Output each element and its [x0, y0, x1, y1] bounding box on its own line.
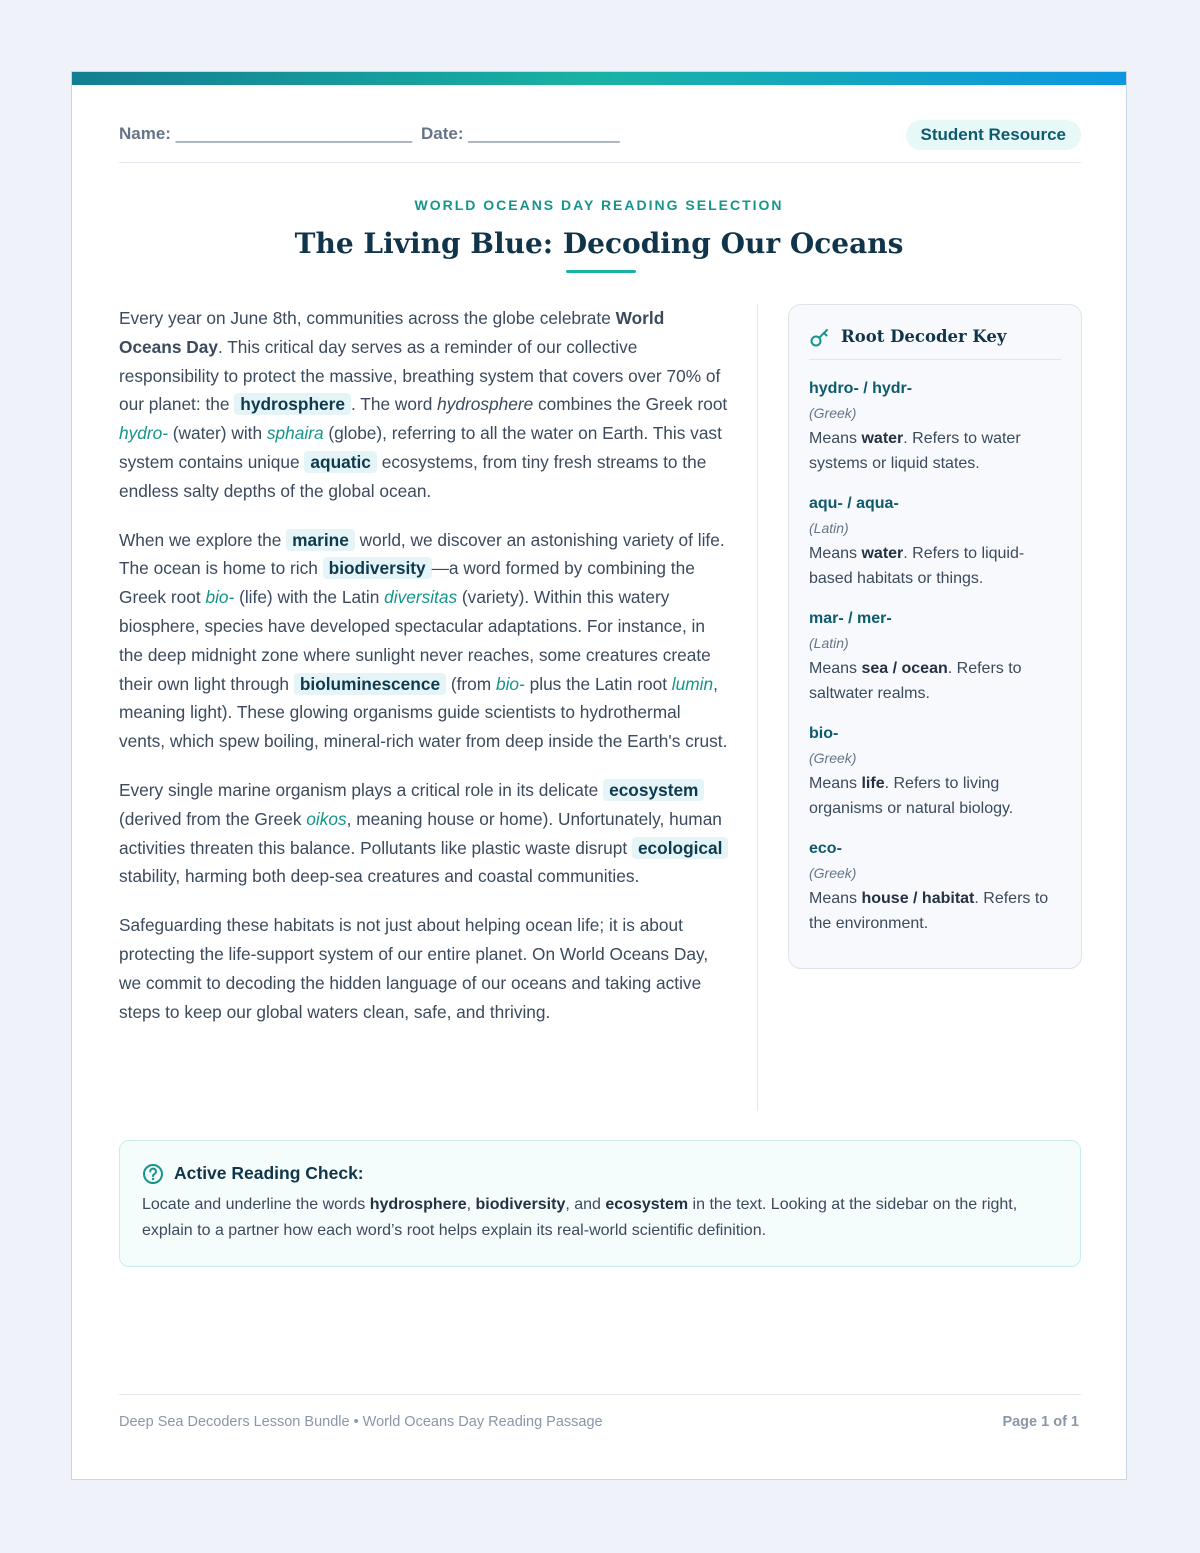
sidebar-header — [809, 325, 1061, 360]
text: Means — [809, 430, 862, 447]
text: Every single marine organism plays a critical role in its delicate — [119, 779, 604, 800]
passage-paragraph-2 — [119, 526, 729, 756]
text: plus the Latin root — [524, 673, 672, 694]
bold-text: World Oceans Day — [119, 308, 665, 357]
text: (variety). Within this watery biosphere, species have developed spectacular adaptations. For instance, in the deep midnight zone where sunlight never reaches, some creatures create their own light through — [119, 587, 711, 694]
root-decoder-sidebar — [788, 304, 1082, 969]
date-field — [421, 124, 620, 144]
text: , meaning light). These glowing organisms guide scientists to hydrothermal vents, which spew boiling, mineral-rich water from deep inside the Earth's crust. — [119, 673, 728, 752]
root-entry — [809, 723, 1061, 821]
root-entry — [809, 493, 1061, 591]
root-word: bio- — [205, 587, 235, 608]
vocab-term: marine — [286, 529, 355, 551]
root-word: hydro- — [119, 423, 168, 444]
vocab-term: bioluminescence — [294, 673, 446, 695]
text: (derived from the Greek — [119, 808, 307, 829]
root-origin: (Greek) — [809, 750, 857, 766]
page-title: The Living Blue: Decoding Our Oceans — [294, 227, 904, 260]
keyword: hydrosphere — [369, 1196, 467, 1213]
text: —a word formed by combining the Greek root — [119, 558, 695, 608]
name-blank: _________________________ — [175, 124, 413, 143]
text: Means — [809, 660, 862, 677]
passage-paragraph-4: Safeguarding these habitats is not just about helping ocean life; it is about protecting the life-support system of our entire planet. On World Oceans Day, we commit to decoding the hidden language of our oceans and taking active steps to keep our global waters clean, safe, and thriving. — [119, 915, 709, 1022]
text: , — [466, 1196, 476, 1213]
root-entry — [809, 608, 1061, 706]
text: , and — [565, 1196, 606, 1213]
vocab-term: ecosystem — [603, 779, 704, 801]
root-word: lumin — [671, 673, 714, 694]
student-resource-badge: Student Resource — [906, 120, 1081, 150]
text: When we explore the — [119, 529, 287, 550]
active-reading-check — [119, 1140, 1081, 1267]
root-meaning: water — [861, 545, 904, 562]
root-meaning: water — [861, 430, 904, 447]
root-form: mar- / mer- — [809, 610, 892, 627]
worksheet-page — [71, 71, 1127, 1480]
vocab-term: hydrosphere — [234, 393, 351, 415]
text: ecosystems, from tiny fresh streams to the endless salty depths of the global ocean. — [119, 451, 707, 501]
root-definition — [809, 426, 1061, 476]
top-accent-bar — [72, 72, 1126, 85]
root-form: bio- — [809, 725, 839, 742]
root-origin: (Greek) — [809, 405, 857, 421]
text: (water) with — [167, 423, 267, 444]
vocab-term: aquatic — [304, 451, 377, 473]
text: . This critical day serves as a reminder of our collective responsibility to protect the massive, breathing system that covers over 70% of our planet: the — [119, 336, 721, 415]
root-meaning: sea / ocean — [861, 660, 948, 677]
page-number: Page 1 of 1 — [1002, 1414, 1079, 1430]
root-definition — [809, 656, 1061, 706]
root-meaning: life — [861, 775, 885, 792]
text: stability, harming both deep-sea creatures and coastal communities. — [119, 866, 640, 887]
vocab-term: biodiversity — [323, 557, 432, 579]
root-word: diversitas — [384, 587, 458, 608]
root-word: sphaira — [266, 423, 324, 444]
text: Means — [809, 545, 862, 562]
root-definition — [809, 541, 1061, 591]
text: (life) with the Latin — [234, 587, 385, 608]
root-meaning: house / habitat — [861, 890, 975, 907]
text: Every year on June 8th, communities across the globe celebrate — [119, 308, 616, 328]
reading-passage — [119, 304, 729, 1046]
footer-rule — [119, 1394, 1081, 1395]
text: , meaning house or home). Unfortunately, human activities threaten this balance. Pollutants like plastic waste disrupt — [119, 808, 722, 858]
root-form: hydro- / hydr- — [809, 380, 913, 397]
root-form: eco- — [809, 840, 842, 857]
root-word: oikos — [306, 808, 347, 829]
text: . Refers to liquid-based habitats or things. — [809, 545, 1025, 587]
footer-bundle-text: Deep Sea Decoders Lesson Bundle • World Oceans Day Reading Passage — [119, 1414, 603, 1430]
question-circle-icon — [142, 1163, 164, 1190]
sidebar-title: Root Decoder Key — [841, 327, 1007, 346]
date-blank: ________________ — [468, 124, 620, 143]
text: Means — [809, 775, 862, 792]
root-definition — [809, 771, 1061, 821]
text: Means — [809, 890, 862, 907]
keyword: biodiversity — [475, 1196, 566, 1213]
text: in the text. Looking at the sidebar on the right, explain to a partner how each word’s root helps explain its real-world scientific definition. — [142, 1196, 1018, 1239]
passage-paragraph-1 — [119, 304, 729, 506]
text: . Refers to living organisms or natural biology. — [809, 775, 1014, 817]
italic-word: hydrosphere — [437, 394, 534, 415]
root-definition — [809, 886, 1061, 936]
root-word: bio- — [495, 673, 525, 694]
vocab-term: ecological — [632, 837, 729, 859]
worksheet-header — [119, 120, 1081, 163]
root-entry — [809, 378, 1061, 476]
text: (from — [446, 673, 496, 694]
check-instructions — [142, 1192, 1062, 1244]
check-title: Active Reading Check: — [174, 1163, 364, 1183]
text: . Refers to saltwater realms. — [809, 660, 1022, 702]
text: . Refers to water systems or liquid states. — [809, 430, 1021, 472]
keyword: ecosystem — [605, 1196, 689, 1213]
key-icon — [809, 327, 831, 354]
text: combines the Greek root — [533, 394, 728, 415]
section-kicker: WORLD OCEANS DAY READING SELECTION — [414, 197, 784, 213]
root-entries-list — [809, 378, 1061, 936]
name-label: Name: — [119, 124, 171, 143]
text: . The word — [350, 394, 438, 415]
root-form: aqu- / aqua- — [809, 495, 899, 512]
passage-paragraph-3 — [119, 776, 729, 891]
text: (globe), referring to all the water on Earth. This vast system contains unique — [119, 423, 722, 472]
date-label: Date: — [421, 124, 464, 143]
text: Locate and underline the words — [142, 1196, 370, 1213]
name-field — [119, 124, 412, 144]
text: . Refers to the environment. — [809, 890, 1049, 932]
column-divider — [757, 304, 758, 1111]
root-origin: (Latin) — [809, 520, 849, 536]
root-entry — [809, 838, 1061, 936]
title-underline — [566, 270, 636, 273]
root-origin: (Latin) — [809, 635, 849, 651]
text: world, we discover an astonishing variety of life. The ocean is home to rich — [119, 529, 725, 579]
root-origin: (Greek) — [809, 865, 857, 881]
